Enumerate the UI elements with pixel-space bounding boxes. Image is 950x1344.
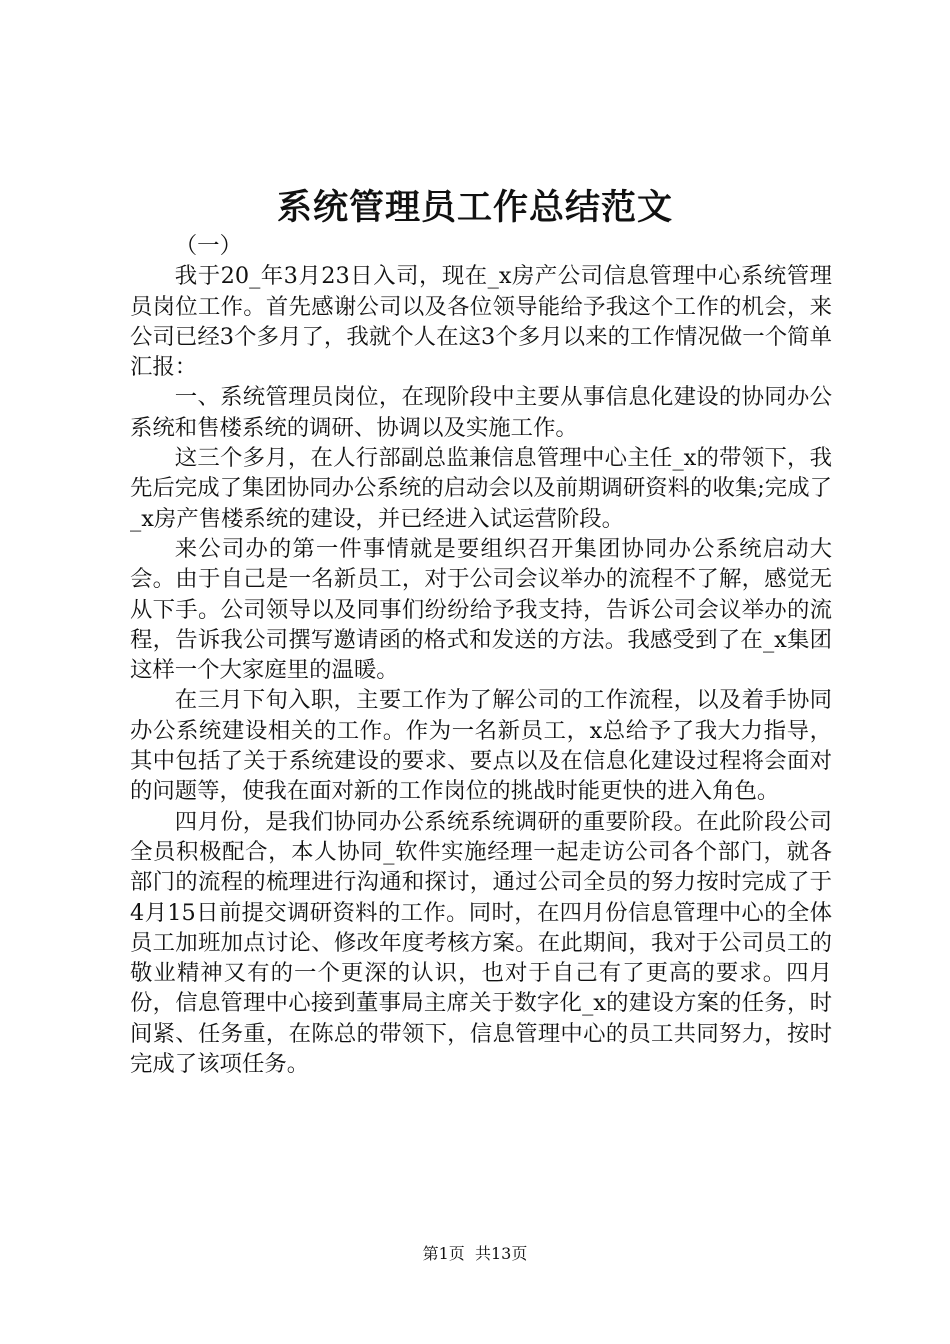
- paragraph-april: 四月份，是我们协同办公系统系统调研的重要阶段。在此阶段公司全员积极配合，本人协同_软件实施经理一起走访公司各个部门，就各部门的流程的梳理进行沟通和探讨，通过公司全员的努力按时完成了于4月15日前提交调研资料的工作。同时，在四月份信息管理中心的全体员工加班加点讨论、修改年度考核方案。在此期间，我对于公司员工的敬业精神又有的一个更深的认识，也对于自己有了更高的要求。四月份，信息管理中心接到董事局主席关于数字化_x的建设方案的任务，时间紧、任务重，在陈总的带领下，信息管理中心的员工共同努力，按时完成了该项任务。: [130, 808, 832, 1078]
- page-total: 共13页: [474, 1244, 528, 1263]
- paragraph-role: 一、系统管理员岗位，在现阶段中主要从事信息化建设的协同办公系统和售楼系统的调研、协调以及实施工作。: [130, 384, 832, 441]
- paragraph-first-task: 来公司办的第一件事情就是要组织召开集团协同办公系统启动大会。由于自己是一名新员工，对于公司会议举办的流程不了解，感觉无从下手。公司领导以及同事们纷纷给予我支持，告诉公司会议举办的流程，告诉我公司撰写邀请函的格式和发送的方法。我感受到了在_x集团这样一个大家庭里的温暖。: [130, 535, 832, 684]
- page-footer: [0, 1242, 950, 1266]
- document-title: 系统管理员工作总结范文: [276, 188, 673, 228]
- page-number: 第1页: [422, 1244, 465, 1263]
- document-body: [130, 231, 832, 1079]
- section-marker: （一）: [174, 233, 242, 259]
- paragraph-three-months: 这三个多月，在人行部副总监兼信息管理中心主任_x的带领下，我先后完成了集团协同办公系统的启动会以及前期调研资料的收集;完成了_x房产售楼系统的建设，并已经进入试运营阶段。: [130, 445, 832, 532]
- paragraph-march: 在三月下旬入职，主要工作为了解公司的工作流程，以及着手协同办公系统建设相关的工作。作为一名新员工，x总给予了我大力指导，其中包括了关于系统建设的要求、要点以及在信息化建设过程将会面对的问题等，使我在面对新的工作岗位的挑战时能更快的进入角色。: [130, 687, 832, 805]
- paragraph-intro: 我于20_年3月23日入司，现在_x房产公司信息管理中心系统管理员岗位工作。首先感谢公司以及各位领导能给予我这个工作的机会，来公司已经3个多月了，我就个人在这3个多月以来的工作情况做一个简单汇报：: [130, 263, 832, 381]
